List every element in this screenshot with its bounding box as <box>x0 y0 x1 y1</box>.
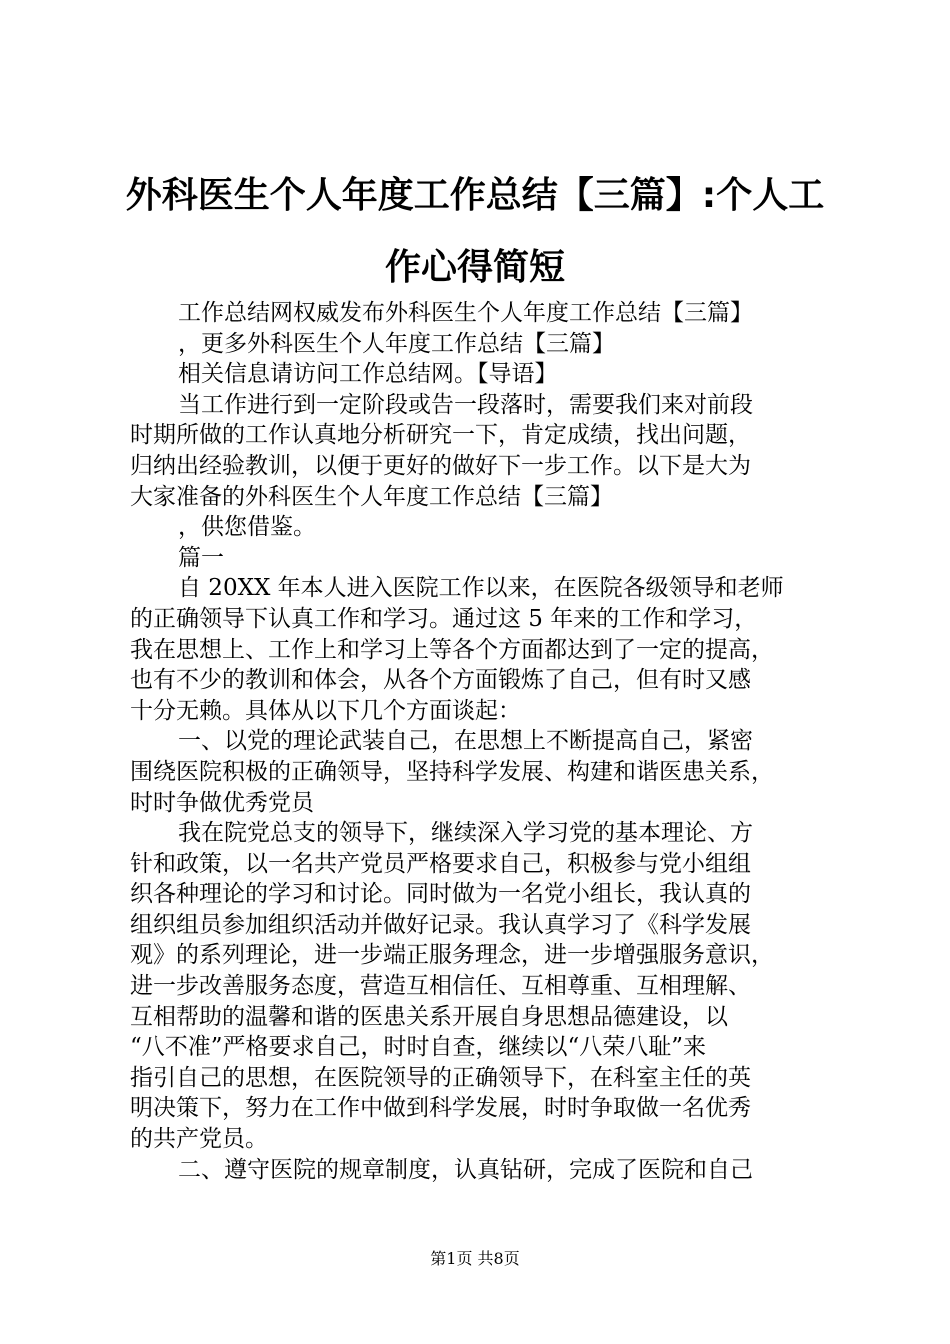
text-line: 时时争做优秀党员 <box>130 789 314 816</box>
text-line: 时期所做的工作认真地分析研究一下，肯定成绩，找出问题， <box>130 422 751 449</box>
text-line: 明决策下，努力在工作中做到科学发展，时时争取做一名优秀 <box>130 1095 751 1122</box>
text-line: 一、以党的理论武装自己，在思想上不断提高自己，紧密 <box>178 728 753 755</box>
document-title <box>120 160 830 304</box>
text-line: 我在院党总支的领导下，继续深入学习党的基本理论、方 <box>178 820 753 847</box>
text-line: “八不准”严格要求自己，时时自查，继续以“八荣八耻”来 <box>130 1034 707 1061</box>
text-line: 十分无赖。具体从以下几个方面谈起： <box>130 697 521 724</box>
title-line-2: 作心得简短 <box>384 247 565 288</box>
text-line: 指引自己的思想，在医院领导的正确领导下，在科室主任的英 <box>130 1064 751 1091</box>
document-body <box>130 298 845 1185</box>
text-line: 自 20XX 年本人进入医院工作以来，在医院各级领导和老师 <box>178 575 784 602</box>
text-line: 互相帮助的温馨和谐的医患关系开展自身思想品德建设，以 <box>130 1003 728 1030</box>
text-line: 针和政策，以一名共产党员严格要求自己，积极参与党小组组 <box>130 850 751 877</box>
text-line: ，供您借鉴。 <box>178 514 316 541</box>
text-line: 篇一 <box>178 544 224 571</box>
text-line: 我在思想上、工作上和学习上等各个方面都达到了一定的提高， <box>130 636 774 663</box>
text-line: 工作总结网权威发布外科医生个人年度工作总结【三篇】 <box>178 300 753 326</box>
text-line: 观》的系列理论，进一步端正服务理念，进一步增强服务意识， <box>130 942 774 969</box>
text-line: 织各种理论的学习和讨论。同时做为一名党小组长，我认真的 <box>130 881 751 908</box>
text-line: 归纳出经验教训，以便于更好的做好下一步工作。以下是大为 <box>130 452 751 479</box>
text-line: 相关信息请访问工作总结网。【导语】 <box>178 361 558 388</box>
text-line: 进一步改善服务态度，营造互相信任、互相尊重、互相理解、 <box>130 973 751 1000</box>
text-line: 也有不少的教训和体会，从各个方面锻炼了自己，但有时又感 <box>130 667 751 694</box>
text-line: 组织组员参加组织活动并做好记录。我认真学习了《科学发展 <box>130 911 751 938</box>
page-footer: 第1页 共8页 <box>430 1249 520 1268</box>
text-line: 大家准备的外科医生个人年度工作总结【三篇】 <box>130 483 613 510</box>
text-line: 围绕医院积极的正确领导，坚持科学发展、构建和谐医患关系， <box>130 758 774 785</box>
text-line: 的正确领导下认真工作和学习。通过这 5 年来的工作和学习， <box>130 605 758 632</box>
text-line: 当工作进行到一定阶段或告一段落时，需要我们来对前段 <box>178 391 753 418</box>
text-line: 的共产党员。 <box>130 1126 268 1153</box>
text-line: ，更多外科医生个人年度工作总结【三篇】 <box>178 330 615 357</box>
text-line: 二、遵守医院的规章制度，认真钻研，完成了医院和自己 <box>178 1156 753 1183</box>
title-line-1: 外科医生个人年度工作总结【三篇】:个人工 <box>125 175 825 216</box>
